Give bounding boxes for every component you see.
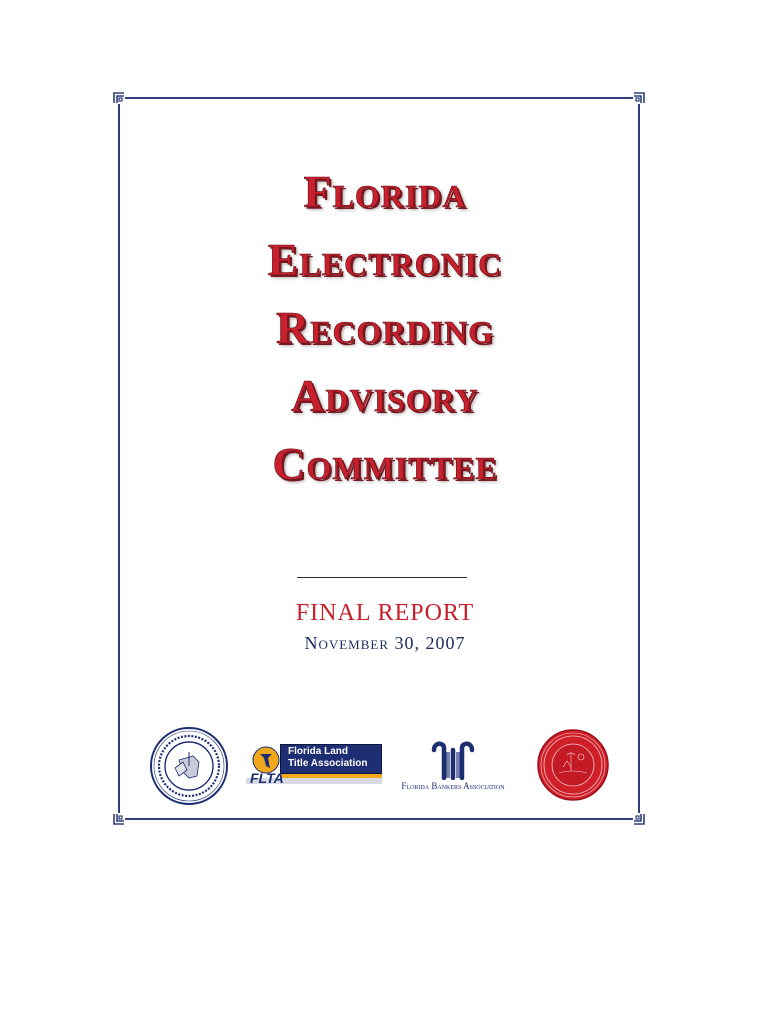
report-label: FINAL REPORT [295, 600, 475, 626]
corner-ornament [113, 92, 125, 104]
clerks-association-seal-logo [149, 726, 229, 806]
flta-name-line: Florida Land [288, 746, 348, 757]
document-title [0, 158, 770, 498]
corner-ornament [113, 813, 125, 825]
divider-rule [297, 577, 467, 578]
title-line: Committee [272, 438, 498, 489]
florida-bankers-association-logo [398, 738, 508, 794]
title-line: Florida [303, 166, 467, 217]
state-of-florida-seal-logo [537, 729, 609, 801]
corner-ornament [633, 813, 645, 825]
report-date: November 30, 2007 [304, 633, 466, 653]
corner-ornament [633, 92, 645, 104]
fba-name: Florida Bankers Association [401, 781, 505, 791]
title-line: Electronic [267, 234, 503, 285]
flta-abbreviation: FLTA [250, 770, 284, 786]
flta-name-line: Title Association [288, 758, 368, 769]
flta-logo [246, 744, 382, 790]
title-line: Recording [275, 302, 495, 353]
title-line: Advisory [291, 370, 479, 421]
flta-name [288, 746, 380, 770]
